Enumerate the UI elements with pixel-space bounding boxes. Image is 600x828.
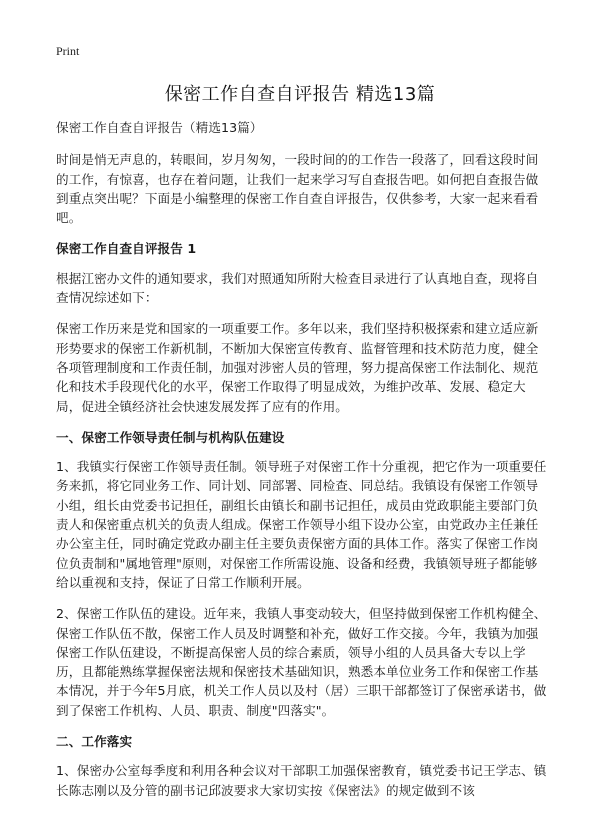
report-heading: 保密工作自查自评报告 1 — [56, 241, 197, 257]
section-2-item-1: 1、保密办公室每季度和利用各种会议对干部职工加强保密教育，镇党委书记王学志、镇长陈志刚以及分管的副书记邱波要求大家切实按《保密法》的规定做到不该 — [56, 763, 547, 798]
section-2-heading: 二、工作落实 — [56, 734, 133, 750]
section-1-heading: 一、保密工作领导责任制与机构队伍建设 — [56, 429, 285, 445]
overview-paragraph: 保密工作历来是党和国家的一项重要工作。多年以来，我们坚持积极探索和建立适应新形势要求的保密工作新机制，不断加大保密宣传教育、监督管理和技术防范力度，健全各项管理制度和工作责任制，加强对涉密人员的管理，努力提高保密工作法制化、规范化和技术手段现代化的水平，保密工作取得了明显成效，为维护改革、发展、稳定大局，促进全镇经济社会快速发展发挥了应有的作用。 — [56, 321, 539, 414]
section-1-item-2: 2、保密工作队伍的建设。近年来，我镇人事变动较大，但坚持做到保密工作机构健全、保密工作队伍不散，保密工作人员及时调整和补充，做好工作交接。今年，我镇为加强保密工作队伍建设，不断提高保密人员的综合素质，领导小组的人员具备大专以上学历，且都能熟练掌握保密法规和保密技术基础知识，熟悉本单位业务工作和保密工作基本情况，并于今年5月底，机关工作人员以及村（居）三职干部都签订了保密承诺书，做到了保密工作机构、人员、职责、制度"四落实"。 — [56, 606, 547, 718]
document-body — [56, 118, 548, 812]
intro-paragraph: 时间是悄无声息的，转眼间，岁月匆匆，一段时间的的工作告一段落了，回看这段时间的工作，有惊喜，也存在着问题，让我们一起来学习写自查报告吧。如何把自查报告做到重点突出呢？下面是小编整理的保密工作自查自评报告，仅供参考，大家一起来看看吧。 — [56, 152, 539, 226]
document-subtitle: 保密工作自查自评报告（精选13篇） — [56, 120, 263, 135]
section-1-item-1: 1、我镇实行保密工作领导责任制。领导班子对保密工作十分重视，把它作为一项重要任务来抓，将它同业务工作、同计划、同部署、同检查、同总结。我镇设有保密工作领导小组，组长由党委书记担任，副组长由镇长和副书记担任，成员由党政职能主要部门负责人和保密重点机关的负责人组成。保密工作领导小组下设办公室，由党政办主任兼任办公室主任，同时确定党政办副主任主要负责保密方面的具体工作。落实了保密工作岗位负责制和"属地管理"原则，对保密工作所需设施、设备和经费，我镇领导班子都能够给以重视和支持，保证了日常工作顺利开展。 — [56, 459, 547, 590]
document-title: 保密工作自查自评报告 精选13篇 — [164, 84, 436, 105]
basis-paragraph: 根据江密办文件的通知要求，我们对照通知所附大检查目录进行了认真地自查，现将自查情况综述如下： — [56, 270, 539, 306]
print-label: Print — [56, 44, 80, 58]
